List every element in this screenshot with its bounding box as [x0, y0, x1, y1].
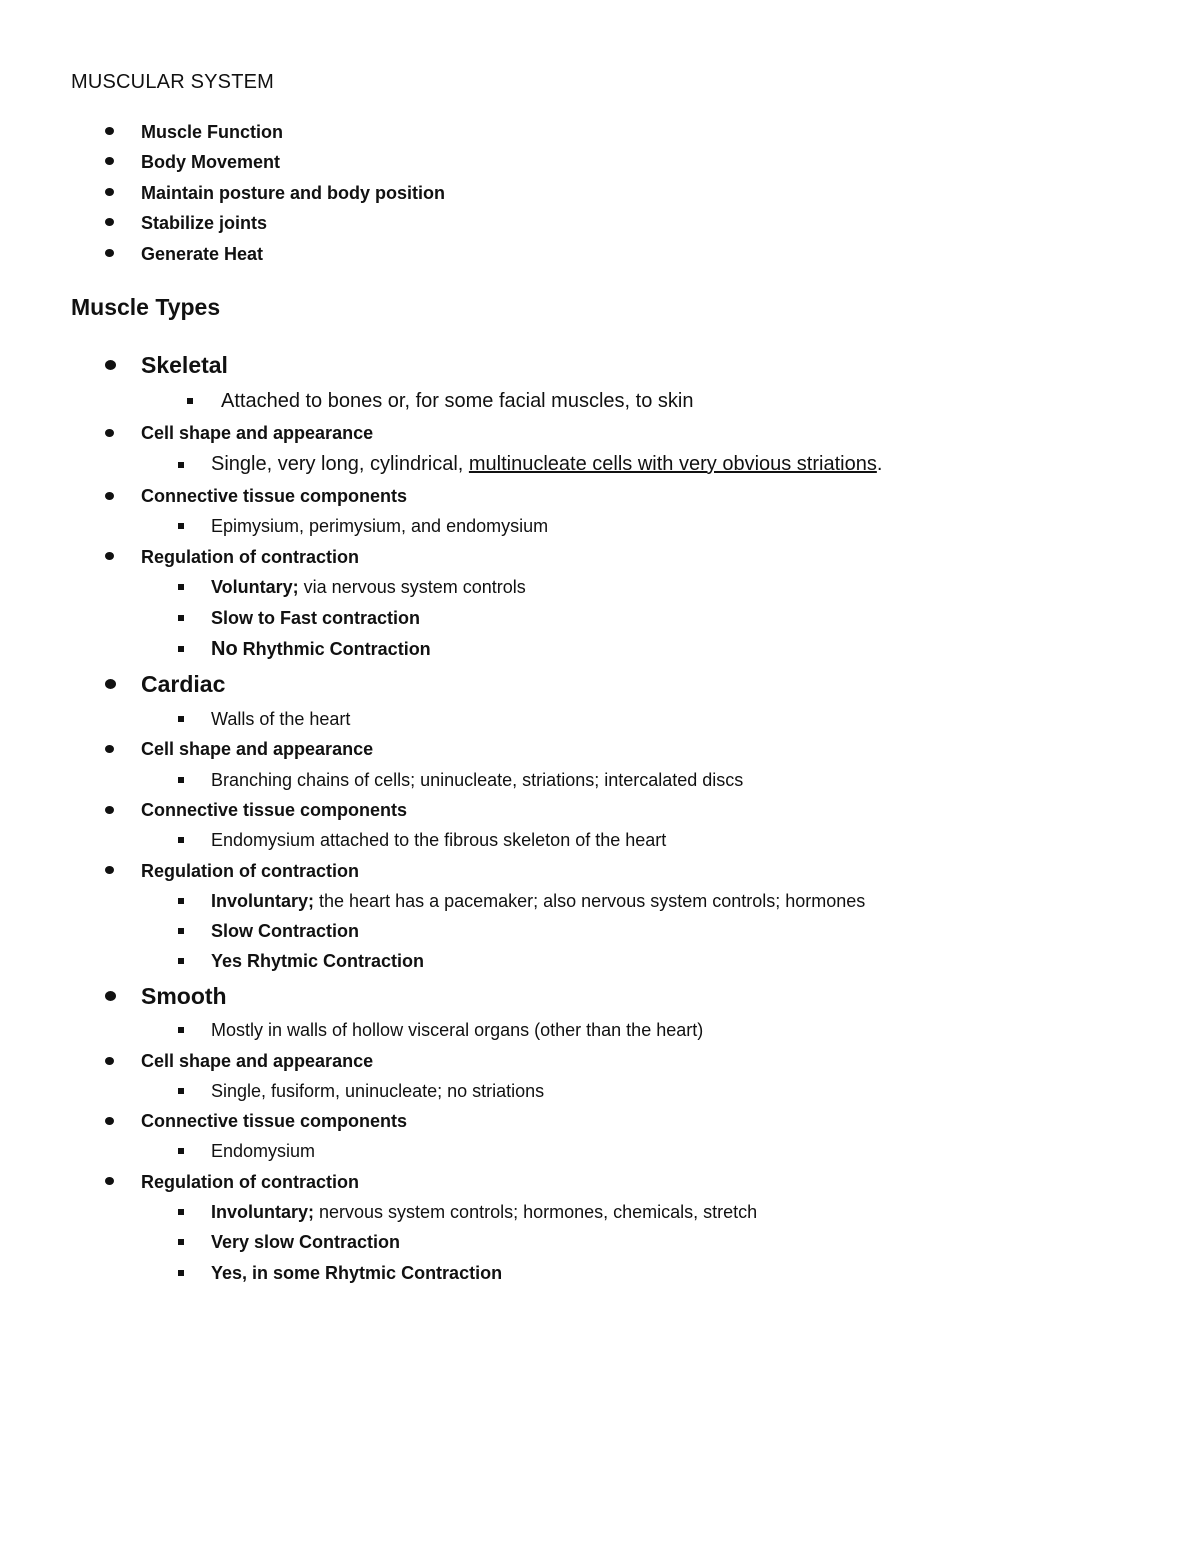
cardiac-reg-3: Yes Rhytmic Contraction [211, 951, 425, 971]
cardiac-ct-value: Endomysium attached to the fibrous skeleton of the heart [211, 830, 667, 850]
square-bullet-icon [178, 1270, 184, 1276]
cell-text-end: . [876, 453, 883, 475]
function-item: Generate Heat [141, 244, 264, 264]
bullet-icon [105, 866, 114, 874]
square-bullet-icon [178, 1088, 184, 1094]
smooth-reg-2: Very slow Contraction [211, 1232, 401, 1252]
reg-rest: the heart has a pacemaker; also nervous system controls; hormones [314, 891, 866, 911]
bullet-icon [105, 1177, 114, 1185]
cardiac-reg-label: Regulation of contraction [141, 861, 359, 881]
bullet-icon [105, 806, 114, 814]
square-bullet-icon [178, 462, 184, 468]
square-bullet-icon [178, 584, 184, 590]
reg-bold: Involuntary; [211, 891, 315, 911]
square-bullet-icon [178, 646, 184, 652]
skeletal-reg-3 [211, 638, 431, 661]
cardiac-ct-label: Connective tissue components [141, 800, 408, 820]
square-bullet-icon [178, 777, 184, 783]
reg-rest: via nervous system controls [298, 577, 526, 597]
cardiac-location: Walls of the heart [211, 709, 351, 729]
smooth-location: Mostly in walls of hollow visceral organs (other than the heart) [211, 1020, 704, 1040]
reg-bold: Involuntary; [211, 1202, 315, 1222]
document-title: MUSCULAR SYSTEM [71, 71, 275, 93]
bullet-icon [105, 991, 116, 1001]
bullet-icon [105, 679, 116, 689]
bullet-icon [105, 1117, 114, 1125]
smooth-cell-label: Cell shape and appearance [141, 1051, 374, 1071]
cardiac-reg-2: Slow Contraction [211, 921, 359, 941]
skeletal-location: Attached to bones or, for some facial muscles, to skin [221, 390, 694, 412]
skeletal-ct-value: Epimysium, perimysium, and endomysium [211, 516, 549, 536]
smooth-reg-1 [211, 1202, 757, 1223]
square-bullet-icon [178, 1209, 184, 1215]
skeletal-reg-label: Regulation of contraction [141, 547, 359, 567]
bullet-icon [105, 188, 114, 196]
bullet-icon [105, 552, 114, 560]
bullet-icon [105, 745, 114, 753]
skeletal-cell-value [211, 453, 882, 476]
reg-bold: Voluntary; [211, 577, 299, 597]
bullet-icon [105, 127, 114, 135]
bullet-icon [105, 429, 114, 437]
cell-text-underlined: multinucleate cells with very obvious striations [468, 453, 877, 475]
skeletal-cell-label: Cell shape and appearance [141, 423, 374, 443]
square-bullet-icon [178, 1239, 184, 1245]
function-item: Maintain posture and body position [141, 183, 445, 203]
cardiac-reg-1 [211, 891, 865, 912]
smooth-cell-value: Single, fusiform, uninucleate; no striations [211, 1081, 545, 1101]
section-heading: Muscle Types [71, 294, 221, 320]
square-bullet-icon [178, 837, 184, 843]
function-item: Muscle Function [141, 122, 284, 142]
bullet-icon [105, 492, 114, 500]
skeletal-reg-2: Slow to Fast contraction [211, 608, 421, 628]
smooth-ct-label: Connective tissue components [141, 1111, 408, 1131]
bullet-icon [105, 1057, 114, 1065]
cell-text: Single, very long, cylindrical, [211, 453, 469, 475]
reg-no: No [211, 638, 238, 660]
cardiac-cell-value: Branching chains of cells; uninucleate, striations; intercalated discs [211, 770, 744, 790]
smooth-reg-label: Regulation of contraction [141, 1172, 359, 1192]
square-bullet-icon [178, 523, 184, 529]
square-bullet-icon [187, 398, 193, 404]
square-bullet-icon [178, 958, 184, 964]
bullet-icon [105, 218, 114, 226]
muscle-type-skeletal: Skeletal [141, 352, 228, 378]
square-bullet-icon [178, 928, 184, 934]
bullet-icon [105, 157, 114, 165]
function-item: Stabilize joints [141, 213, 268, 233]
reg-rest: nervous system controls; hormones, chemicals, stretch [314, 1202, 758, 1222]
reg-rest: Rhythmic Contraction [237, 639, 431, 659]
skeletal-reg-1 [211, 577, 526, 598]
muscle-type-cardiac: Cardiac [141, 671, 226, 697]
smooth-ct-value: Endomysium [211, 1141, 316, 1161]
skeletal-ct-label: Connective tissue components [141, 486, 408, 506]
smooth-reg-3: Yes, in some Rhytmic Contraction [211, 1263, 503, 1283]
function-item: Body Movement [141, 152, 281, 172]
square-bullet-icon [178, 1027, 184, 1033]
square-bullet-icon [178, 716, 184, 722]
cardiac-cell-label: Cell shape and appearance [141, 739, 374, 759]
square-bullet-icon [178, 898, 184, 904]
bullet-icon [105, 360, 116, 370]
square-bullet-icon [178, 615, 184, 621]
bullet-icon [105, 249, 114, 257]
muscle-type-smooth: Smooth [141, 983, 227, 1009]
square-bullet-icon [178, 1148, 184, 1154]
